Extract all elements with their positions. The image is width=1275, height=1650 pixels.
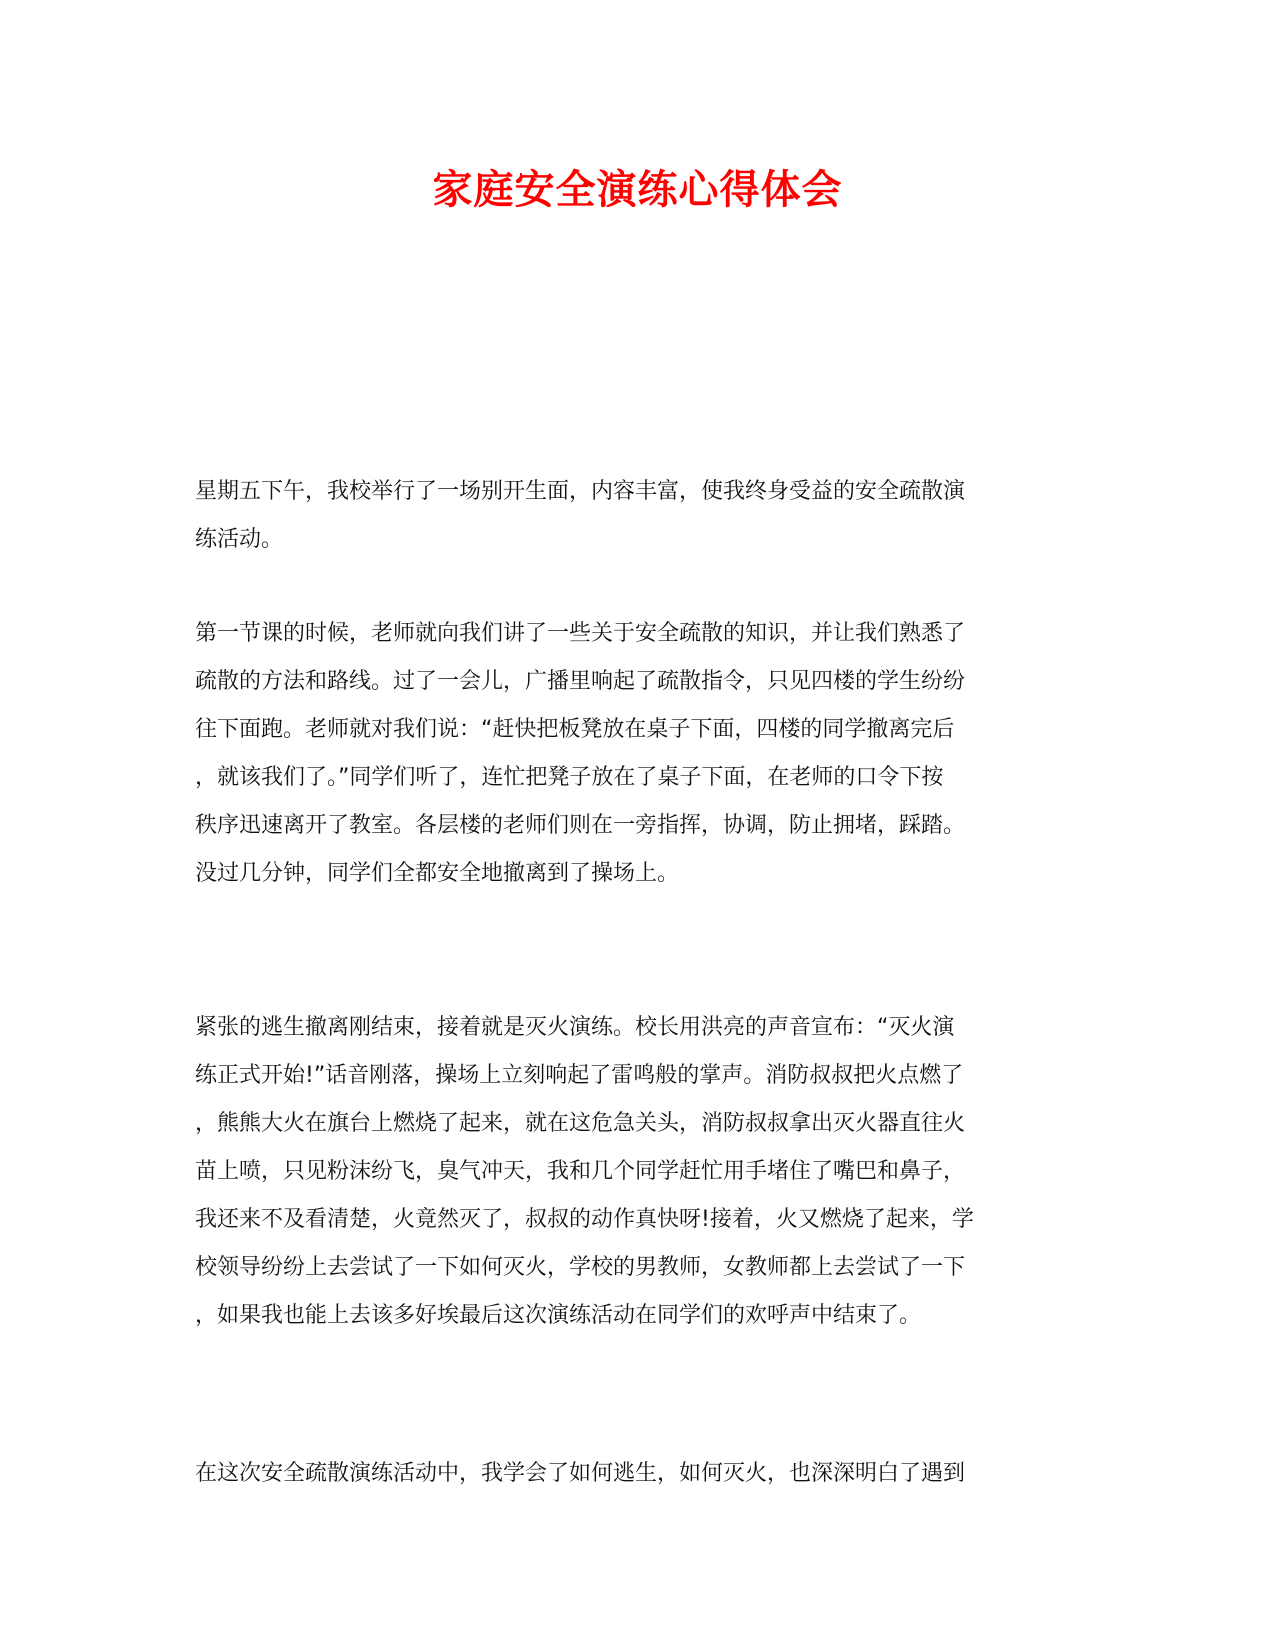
paragraph-line: 练正式开始!”话音刚落，操场上立刻响起了雷鸣般的掌声。消防叔叔把火点燃了 xyxy=(195,1063,964,1088)
paragraph-line: 校领导纷纷上去尝试了一下如何灭火，学校的男教师，女教师都上去尝试了一下 xyxy=(195,1255,966,1280)
paragraph-line: ，如果我也能上去该多好埃最后这次演练活动在同学们的欢呼声中结束了。 xyxy=(195,1303,922,1328)
paragraph-3 xyxy=(195,1004,1085,1340)
paragraph-line: ，就该我们了。”同学们听了，连忙把凳子放在了桌子下面，在老师的口令下按 xyxy=(195,765,944,790)
paragraph-line: 练活动。 xyxy=(195,527,284,552)
paragraph-line: 我还来不及看清楚，火竟然灭了，叔叔的动作真快呀!接着，火又燃烧了起来，学 xyxy=(195,1207,974,1232)
paragraph-line: 星期五下午，我校举行了一场别开生面，内容丰富，使我终身受益的安全疏散演 xyxy=(195,479,966,504)
paragraph-1 xyxy=(195,468,1085,564)
paragraph-2 xyxy=(195,610,1085,898)
paragraph-line: 秩序迅速离开了教室。各层楼的老师们则在一旁指挥，协调，防止拥堵，踩踏。 xyxy=(195,813,966,838)
paragraph-line: 紧张的逃生撤离刚结束，接着就是灭火演练。校长用洪亮的声音宣布：“灭火演 xyxy=(195,1015,955,1040)
paragraph-line: 没过几分钟，同学们全都安全地撤离到了操场上。 xyxy=(195,861,680,886)
paragraph-line: ，熊熊大火在旗台上燃烧了起来，就在这危急关头，消防叔叔拿出灭火器直往火 xyxy=(195,1111,966,1136)
paragraph-line: 第一节课的时候，老师就向我们讲了一些关于安全疏散的知识，并让我们熟悉了 xyxy=(195,621,966,646)
paragraph-line: 疏散的方法和路线。过了一会儿，广播里响起了疏散指令，只见四楼的学生纷纷 xyxy=(195,669,966,694)
paragraph-line: 苗上喷，只见粉沫纷飞，臭气冲天，我和几个同学赶忙用手堵住了嘴巴和鼻子， xyxy=(195,1159,966,1184)
paragraph-line: 在这次安全疏散演练活动中，我学会了如何逃生，如何灭火，也深深明白了遇到 xyxy=(195,1461,966,1486)
paragraph-4 xyxy=(195,1450,1085,1498)
document-title: 家庭安全演练心得体会 xyxy=(432,166,843,213)
paragraph-line: 往下面跑。老师就对我们说：“赶快把板凳放在桌子下面，四楼的同学撤离完后 xyxy=(195,717,955,742)
